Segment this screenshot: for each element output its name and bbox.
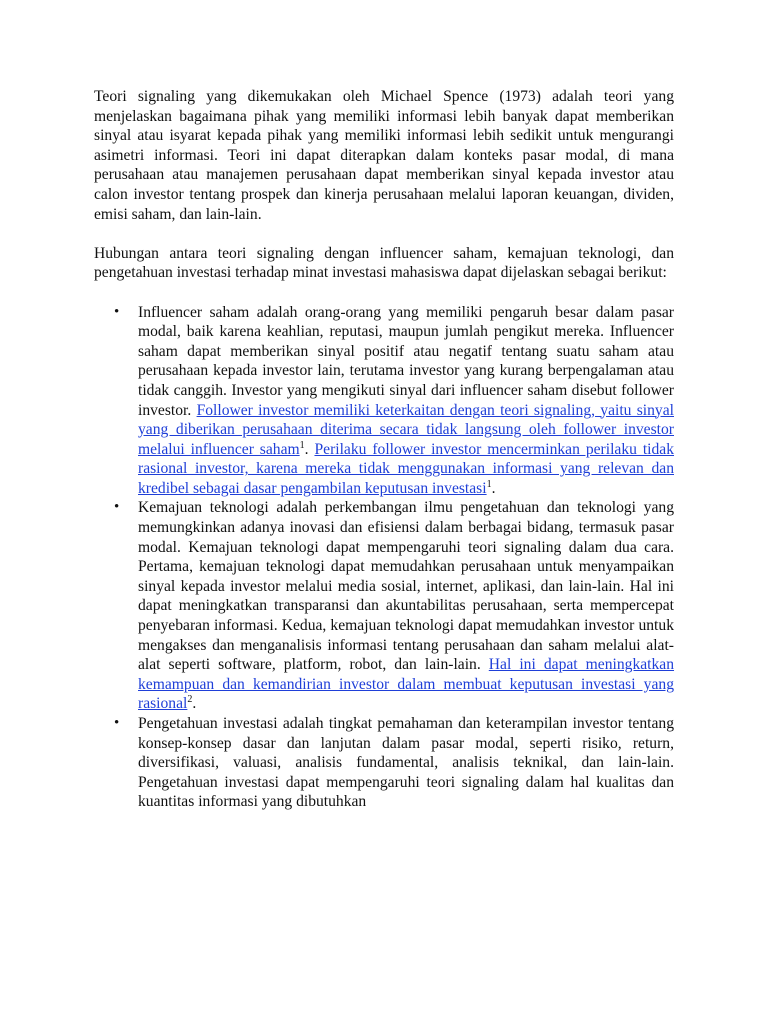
sentence-end: .	[491, 479, 496, 497]
paragraph-signaling-theory: Teori signaling yang dikemukakan oleh Michael Spence (1973) adalah teori yang menjelaskan bagaimana pihak yang memiliki informasi lebih banyak dapat memberikan sinyal atau isyarat kepada pihak yang memiliki informasi lebih sedikit untuk mengurangi asimetri informasi. Teori ini dapat diterapkan dalam konteks pasar modal, di mana perusahaan atau manajemen perusahaan dapat memberikan sinyal kepada investor atau calon investor tentang prospek dan kinerja perusahaan melalui laporan keuangan, dividen, emisi saham, dan lain-lain.	[94, 88, 674, 223]
footnote-marker[interactable]: 2	[187, 694, 193, 706]
footnote-marker[interactable]: 1	[299, 439, 305, 451]
list-item-influencer	[94, 303, 674, 499]
sentence-end: .	[192, 695, 197, 713]
footnote-marker[interactable]: 1	[486, 478, 492, 490]
bullet-icon: •	[114, 715, 120, 731]
list-item-text: Influencer saham adalah orang-orang yang memiliki pengaruh besar dalam pasar modal, baik karena keahlian, reputasi, maupun jumlah pengikut mereka. Influencer saham dapat memberikan sinyal positif atau negatif tentang suatu saham atau perusahaan kepada investor lain, terutama investor yang kurang berpengalaman atau tidak canggih. Investor yang mengikuti sinyal dari influencer saham disebut follower investor.	[138, 303, 674, 419]
reference-link[interactable]: Hal ini dapat meningkatkan kemampuan dan kemandirian investor dalam membuat keputusan investasi yang rasional	[138, 656, 675, 713]
bullet-list	[94, 303, 674, 812]
list-item-knowledge	[94, 714, 674, 812]
list-item-text: Pengetahuan investasi adalah tingkat pemahaman dan keterampilan investor tentang konsep-konsep dasar dan lanjutan dalam pasar modal, seperti risiko, return, diversifikasi, valuasi, analisis fundamental, analisis teknikal, dan lain-lain. Pengetahuan investasi dapat mempengaruhi teori signaling dalam hal kualitas dan kuantitas informasi yang dibutuhkan	[138, 715, 674, 811]
separator-text: .	[304, 440, 315, 458]
paragraph-relationship-intro: Hubungan antara teori signaling dengan influencer saham, kemajuan teknologi, dan pengetahuan investasi terhadap minat investasi mahasiswa dapat dijelaskan sebagai berikut:	[94, 244, 674, 282]
bullet-icon: •	[114, 303, 120, 320]
bullet-icon: •	[114, 499, 120, 516]
list-item-text: Kemajuan teknologi adalah perkembangan ilmu pengetahuan dan teknologi yang memungkinkan adanya inovasi dan efisiensi dalam berbagai bidang, termasuk pasar modal. Kemajuan teknologi dapat mempengaruhi teori signaling dalam dua cara. Pertama, kemajuan teknologi dapat memudahkan perusahaan untuk menyampaikan sinyal kepada investor melalui media sosial, internet, aplikasi, dan lain-lain. Hal ini dapat meningkatkan transparansi dan akuntabilitas perusahaan, serta mempercepat penyebaran informasi. Kedua, kemajuan teknologi dapat memudahkan investor untuk mengakses dan menganalisis informasi tentang perusahaan dan saham melalui alat-alat seperti software, platform, robot, dan lain-lain.	[138, 499, 674, 674]
reference-link[interactable]: Follower investor memiliki keterkaitan dengan teori signaling, yaitu sinyal yang diberikan perusahaan diterima secara tidak langsung oleh follower investor melalui influencer saham	[138, 401, 674, 458]
reference-link[interactable]: Perilaku follower investor mencerminkan perilaku tidak rasional investor, karena mereka tidak menggunakan informasi yang relevan dan kredibel sebagai dasar pengambilan keputusan investasi	[138, 440, 675, 497]
list-item-technology	[94, 498, 674, 714]
